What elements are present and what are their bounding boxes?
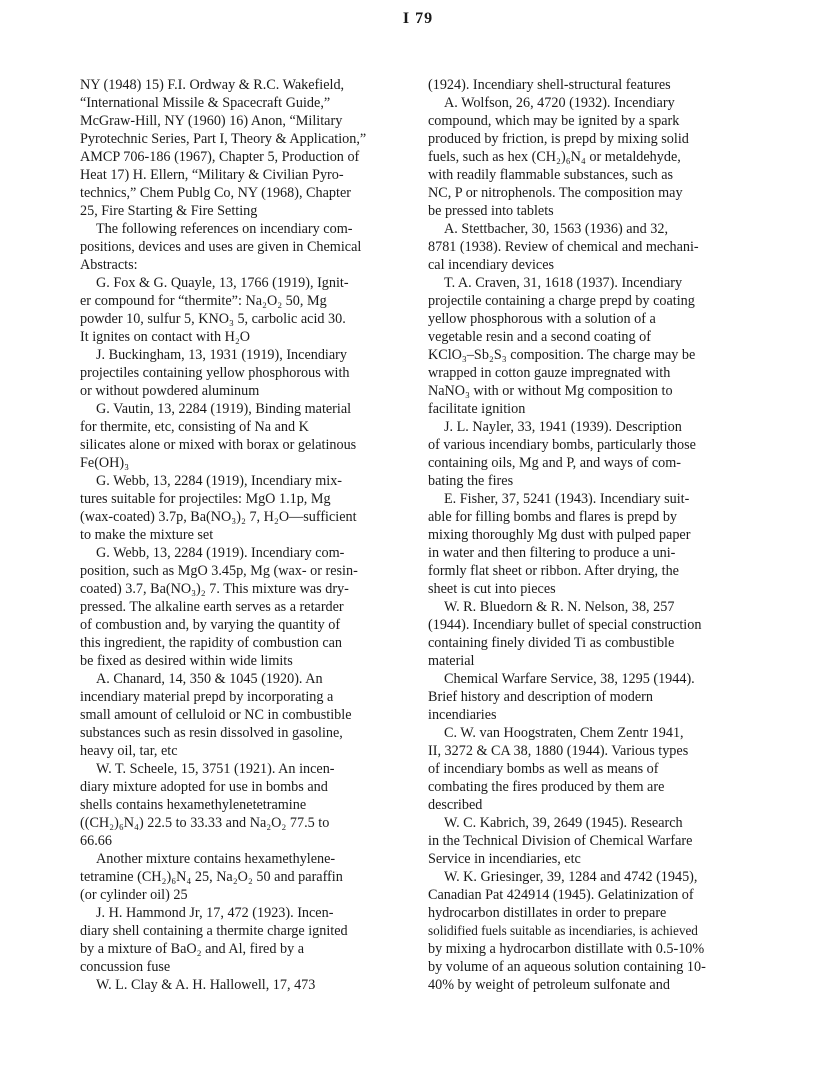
text-line: E. Fisher, 37, 5241 (1943). Incendiary suit- — [444, 491, 690, 507]
text-line: produced by friction, is prepd by mixing solid — [428, 131, 689, 147]
text-line: er compound for “thermite”: Na₂O₂ 50, Mg — [80, 293, 327, 309]
page-number: I 79 — [402, 10, 434, 27]
text-line: incendiary material prepd by incorporating a — [80, 689, 334, 705]
text-line: cal incendiary devices — [428, 257, 555, 273]
text-line: G. Vautin, 13, 2284 (1919), Binding material — [96, 401, 352, 417]
text-line: W. K. Griesinger, 39, 1284 and 4742 (1945), — [444, 869, 698, 885]
text-line: able for filling bombs and flares is prepd by — [428, 509, 678, 525]
text-line: of various incendiary bombs, particularly those — [428, 437, 696, 453]
text-line: 25, Fire Starting & Fire Setting — [80, 203, 258, 219]
text-line: “International Missile & Spacecraft Guide,” — [80, 95, 331, 111]
text-line: (1924). Incendiary shell-structural features — [428, 77, 671, 93]
text-line: combating the fires produced by them are — [428, 779, 665, 795]
text-line: Chemical Warfare Service, 38, 1295 (1944). — [444, 671, 695, 687]
text-line: substances such as resin dissolved in gasoline, — [80, 725, 343, 741]
text-line: C. W. van Hoogstraten, Chem Zentr 1941, — [444, 725, 684, 741]
text-line: by a mixture of BaO₂ and Al, fired by a — [80, 941, 305, 957]
text-line: diary mixture adopted for use in bombs and — [80, 779, 328, 795]
text-line: W. C. Kabrich, 39, 2649 (1945). Research — [444, 815, 683, 831]
text-line: J. H. Hammond Jr, 17, 472 (1923). Incen- — [96, 905, 334, 921]
text-line: 40% by weight of petroleum sulfonate and — [428, 977, 670, 993]
text-line: be pressed into tablets — [428, 203, 554, 219]
text-line: bating the fires — [428, 473, 514, 489]
text-line: Abstracts: — [80, 257, 138, 273]
text-line: shells contains hexamethylenetetramine — [80, 797, 307, 813]
text-line: yellow phosphorous with a solution of a — [428, 311, 656, 327]
text-line: projectiles containing yellow phosphorous with — [80, 365, 350, 381]
text-line: be fixed as desired within wide limits — [80, 653, 293, 669]
text-line: G. Fox & G. Quayle, 13, 1766 (1919), Ignit- — [96, 275, 349, 291]
text-line: for thermite, etc, consisting of Na and K — [80, 419, 309, 435]
text-line: (1944). Incendiary bullet of special construction — [428, 617, 702, 633]
text-line: Brief history and description of modern — [428, 689, 653, 705]
text-line: pressed. The alkaline earth serves as a retarder — [80, 599, 344, 615]
text-line: G. Webb, 13, 2284 (1919), Incendiary mix- — [96, 473, 343, 489]
text-line: A. Chanard, 14, 350 & 1045 (1920). An — [96, 671, 323, 687]
text-line: ((CH₂)₆N₄) 22.5 to 33.33 and Na₂O₂ 77.5 to — [80, 815, 330, 831]
text-line: by mixing a hydrocarbon distillate with 0.5-10% — [428, 941, 705, 957]
text-line: tures suitable for projectiles: MgO 1.1p, Mg — [80, 491, 331, 507]
text-line: NY (1948) 15) F.I. Ordway & R.C. Wakefield, — [80, 77, 345, 93]
text-line: fuels, such as hex (CH₂)₆N₄ or metaldehyde, — [428, 149, 681, 165]
text-line: 8781 (1938). Review of chemical and mechani- — [428, 239, 699, 255]
text-line: compound, which may be ignited by a spark — [428, 113, 680, 129]
text-line: G. Webb, 13, 2284 (1919). Incendiary com- — [96, 545, 345, 561]
text-line: wrapped in cotton gauze impregnated with — [428, 365, 671, 381]
text-line: concussion fuse — [80, 959, 171, 975]
text-line: Pyrotechnic Series, Part I, Theory & Application,” — [80, 131, 367, 147]
text-line: this ingredient, the rapidity of combustion can — [80, 635, 343, 651]
text-line: powder 10, sulfur 5, KNO₃ 5, carbolic acid 30. — [80, 311, 346, 327]
text-line: positions, devices and uses are given in Chemical — [80, 239, 362, 255]
text-line: facilitate ignition — [428, 401, 526, 417]
text-line: of incendiary bombs as well as means of — [428, 761, 659, 777]
text-line: J. L. Nayler, 33, 1941 (1939). Description — [444, 419, 682, 435]
text-line: II, 3272 & CA 38, 1880 (1944). Various types — [428, 743, 689, 759]
text-line: NC, P or nitrophenols. The composition may — [428, 185, 683, 201]
text-line: of combustion and, by varying the quantity of — [80, 617, 341, 633]
text-line: A. Wolfson, 26, 4720 (1932). Incendiary — [444, 95, 675, 111]
text-line: McGraw-Hill, NY (1960) 16) Anon, “Military — [80, 113, 343, 129]
text-line: NaNO₃ with or without Mg composition to — [428, 383, 673, 399]
text-line: (or cylinder oil) 25 — [80, 887, 188, 903]
text-line: with readily flammable substances, such as — [428, 167, 674, 183]
text-line: coated) 3.7, Ba(NO₃)₂ 7. This mixture was dry- — [80, 581, 349, 597]
text-line: small amount of celluloid or NC in combustible — [80, 707, 352, 723]
text-line: incendiaries — [428, 707, 497, 723]
left-text-column — [80, 76, 420, 994]
text-line: described — [428, 797, 483, 813]
text-line: projectile containing a charge prepd by coating — [428, 293, 695, 309]
text-line: Canadian Pat 424914 (1945). Gelatinization of — [428, 887, 694, 903]
text-line: containing oils, Mg and P, and ways of com- — [428, 455, 681, 471]
text-line: technics,” Chem Publg Co, NY (1968), Chapter — [80, 185, 351, 201]
text-line: W. L. Clay & A. H. Hallowell, 17, 473 — [96, 977, 316, 993]
text-line: A. Stettbacher, 30, 1563 (1936) and 32, — [444, 221, 669, 237]
text-line: Heat 17) H. Ellern, “Military & Civilian Pyro- — [80, 167, 344, 183]
right-text-column — [428, 76, 768, 994]
text-line: formly flat sheet or ribbon. After drying, the — [428, 563, 679, 579]
text-line: W. T. Scheele, 15, 3751 (1921). An incen- — [96, 761, 335, 777]
text-line: in the Technical Division of Chemical Warfare — [428, 833, 693, 849]
text-line: KClO₃–Sb₂S₃ composition. The charge may be — [428, 347, 696, 363]
text-line: sheet is cut into pieces — [428, 581, 556, 597]
text-line: 66.66 — [80, 833, 112, 849]
text-line: or without powdered aluminum — [80, 383, 260, 399]
text-line: containing finely divided Ti as combustible — [428, 635, 675, 651]
text-line: AMCP 706-186 (1967), Chapter 5, Production of — [80, 149, 360, 165]
text-line: position, such as MgO 3.45p, Mg (wax- or resin- — [80, 563, 358, 579]
text-line: T. A. Craven, 31, 1618 (1937). Incendiary — [444, 275, 683, 291]
text-line: hydrocarbon distillates in order to prepare — [428, 905, 667, 921]
text-line: solidified fuels suitable as incendiaries, is achieved — [428, 923, 698, 938]
text-line: Fe(OH)₃ — [80, 455, 130, 471]
text-line: (wax-coated) 3.7p, Ba(NO₃)₂ 7, H₂O—sufficient — [80, 509, 357, 525]
text-line: It ignites on contact with H₂O — [80, 329, 251, 345]
text-line: tetramine (CH₂)₆N₄ 25, Na₂O₂ 50 and paraffin — [80, 869, 343, 885]
text-line: silicates alone or mixed with borax or gelatinous — [80, 437, 357, 453]
text-line: vegetable resin and a second coating of — [428, 329, 651, 345]
text-line: heavy oil, tar, etc — [80, 743, 178, 759]
text-line: diary shell containing a thermite charge ignited — [80, 923, 348, 939]
text-line: material — [428, 653, 475, 669]
text-line: mixing thoroughly Mg dust with pulped paper — [428, 527, 691, 543]
text-line: The following references on incendiary com- — [96, 221, 353, 237]
text-line: Service in incendiaries, etc — [428, 851, 581, 867]
text-line: by volume of an aqueous solution containing 10- — [428, 959, 706, 975]
text-line: W. R. Bluedorn & R. N. Nelson, 38, 257 — [444, 599, 675, 615]
text-line: to make the mixture set — [80, 527, 214, 543]
text-line: Another mixture contains hexamethylene- — [96, 851, 336, 867]
text-line: J. Buckingham, 13, 1931 (1919), Incendiary — [96, 347, 347, 363]
text-line: in water and then filtering to produce a uni- — [428, 545, 676, 561]
